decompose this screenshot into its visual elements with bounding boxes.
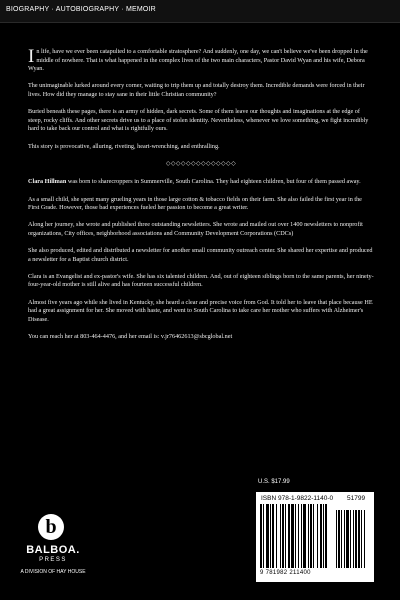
blurb-paragraph-2: The unimaginable lurked around every corner, waiting to trip them up and totally destroy them. Incredible demands were forced in their lives. How did they manage to stay sane in their little Christian community?: [28, 82, 365, 98]
balboa-b-icon: b: [38, 514, 64, 540]
author-bio-3: Along her journey, she wrote and published three outstanding newsletters. She wrote and mailed out over 1400 newsletters to nonprofit organizations, City offices, neighborhood associations and Community Development Corporations (CDCs): [28, 221, 363, 237]
author-contact: You can reach her at 803-464-4476, and her email is: v.jr76462613@sbcglobal.net: [28, 333, 233, 340]
drop-cap: I: [28, 46, 35, 67]
back-cover-text: [28, 48, 374, 350]
publisher-name: BALBOA.: [26, 544, 80, 556]
author-bio-5: Clara is an Evangelist and ex-pastor's wife. She has six talented children. And, out of eighteen siblings born to the same parents, her ninety-four-year-old mother is still alive and has fourteen successful children.: [28, 272, 374, 289]
price-code: 51799: [347, 495, 366, 502]
isbn-barcode: [256, 492, 374, 582]
blurb-text-1: n life, have we ever been catapulted to a comfortable stratosphere? And suddenly, one day, we can't believe we've been dropped in the middle of nowhere. That is what happened in the complex lives of the two main characters, Pastor David Wyan and his wife, Debora Wyan.: [28, 48, 368, 73]
publisher-sub: PRESS: [39, 557, 67, 563]
author-bio-1: [28, 178, 374, 187]
category-bar: [0, 0, 400, 23]
author-name: Clara Hillman: [28, 178, 67, 186]
blurb-paragraph-3: Buried beneath these pages, there is an army of hidden, dark secrets. Some of them leave our thoughts and imaginations at the edge of steep, rocky cliffs. And other secrets drive us to a place of stolen identity. Nevertheless, whenever we love something, we fight incredibly hard to take back our control and what is rightfully ours.: [28, 108, 369, 133]
ornament-divider: ◇◇◇◇◇◇◇◇◇◇◇◇◇◇: [165, 160, 237, 167]
category-label: BIOGRAPHY · AUTOBIOGRAPHY · MEMOIR: [6, 6, 156, 13]
barcode-digits: 9 781982 211400: [260, 570, 311, 576]
author-bio-1-text: was born to sharecroppers in Summerville, South Carolina. They had eighteen children, but four of them passed away.: [66, 178, 361, 186]
publisher-logo: [8, 514, 98, 594]
author-bio-4: She also produced, edited and distributed a newsletter for another small community outreach center. She shared her expertise and produced a newsletter for a Baptist church district.: [28, 247, 373, 263]
author-bio-2: As a small child, she spent many grueling years in those large cotton & tobacco fields on their farm. She also failed the first year in the First Grade. However, those bad experiences fueled her passion to become a great writer.: [28, 195, 362, 212]
blurb-paragraph-1: [28, 48, 374, 74]
author-bio-6: Almost five years ago while she lived in Kentucky, she heard a clear and precise voice from God. It told her to leave that place because HE had a great assignment for her. She moved with haste, and went to South Carolina to take care her mother who suffers with Alzheimer's Disease.: [28, 298, 373, 323]
publisher-division: A DIVISION OF HAY HOUSE: [20, 569, 86, 575]
blurb-paragraph-4: This story is provocative, alluring, riveting, heart-wrenching, and enthralling.: [28, 142, 220, 150]
price-label: U.S. $17.99: [258, 479, 290, 485]
barcode-icon: [260, 504, 370, 568]
isbn-number: ISBN 978-1-9822-1140-0 51799: [261, 495, 366, 502]
